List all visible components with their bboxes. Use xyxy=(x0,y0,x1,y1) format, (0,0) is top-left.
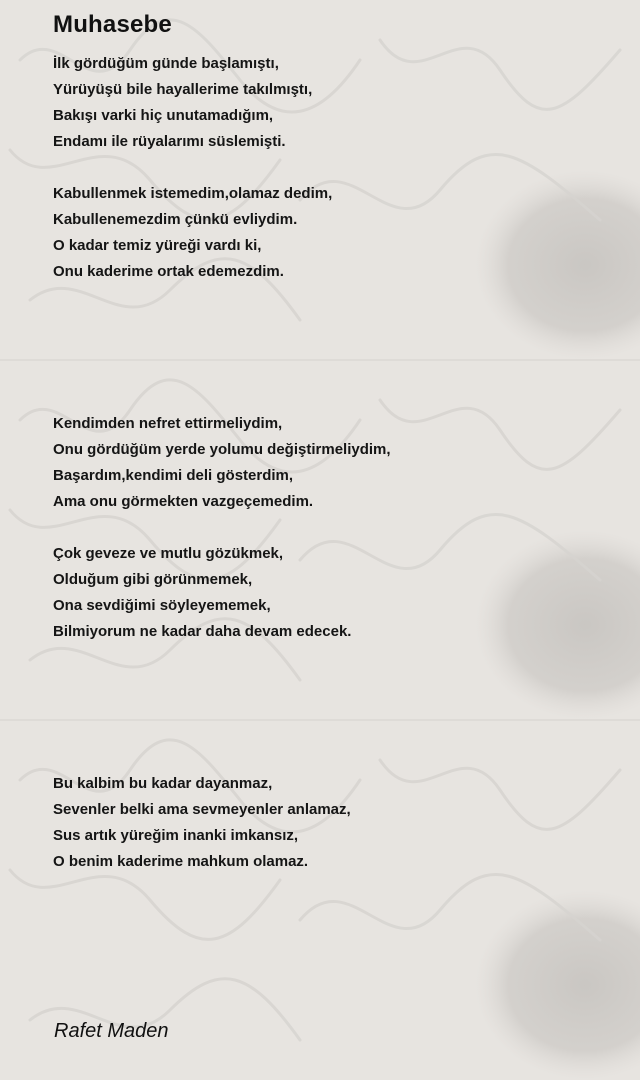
stanza-3 xyxy=(53,411,613,515)
poem-line: O benim kaderime mahkum olamaz. xyxy=(53,853,309,870)
poem-line: Bilmiyorum ne kadar daha devam edecek. xyxy=(53,623,352,640)
poem-line: O kadar temiz yüreği vardı ki, xyxy=(53,237,262,254)
poem-line: Onu gördüğüm yerde yolumu değiştirmeliydim, xyxy=(53,441,391,458)
stanza-1 xyxy=(53,51,613,155)
poem-line: Bakışı varki hiç unutamadığım, xyxy=(53,107,274,124)
poem-line: Kabullenemezdim çünkü evliydim. xyxy=(53,211,298,228)
poem-line: Bu kalbim bu kadar dayanmaz, xyxy=(53,775,273,792)
poem-line: Ona sevdiğimi söyleyememek, xyxy=(53,597,271,614)
poem-line: Başardım,kendimi deli gösterdim, xyxy=(53,467,294,484)
stanza-4 xyxy=(53,541,613,645)
poem-line: Sevenler belki ama sevmeyenler anlamaz, xyxy=(53,801,351,818)
poem-line: Kendimden nefret ettirmeliydim, xyxy=(53,415,283,432)
poem-line: Yürüyüşü bile hayallerime takılmıştı, xyxy=(53,81,313,98)
poem-line: Çok geveze ve mutlu gözükmek, xyxy=(53,545,284,562)
poem-line: Ama onu görmekten vazgeçemedim. xyxy=(53,493,314,510)
poem-line: İlk gördüğüm günde başlamıştı, xyxy=(53,55,279,72)
stanza-2 xyxy=(53,181,613,285)
poem-title: Muhasebe xyxy=(53,11,172,38)
poem-author: Rafet Maden xyxy=(54,1020,169,1042)
poem-line: Kabullenmek istemedim,olamaz dedim, xyxy=(53,185,333,202)
stanza-5 xyxy=(53,771,613,875)
poem-line: Endamı ile rüyalarımı süslemişti. xyxy=(53,133,286,150)
poem-line: Olduğum gibi görünmemek, xyxy=(53,571,253,588)
poem-line: Sus artık yüreğim inanki imkansız, xyxy=(53,827,299,844)
poem-line: Onu kaderime ortak edemezdim. xyxy=(53,263,284,280)
